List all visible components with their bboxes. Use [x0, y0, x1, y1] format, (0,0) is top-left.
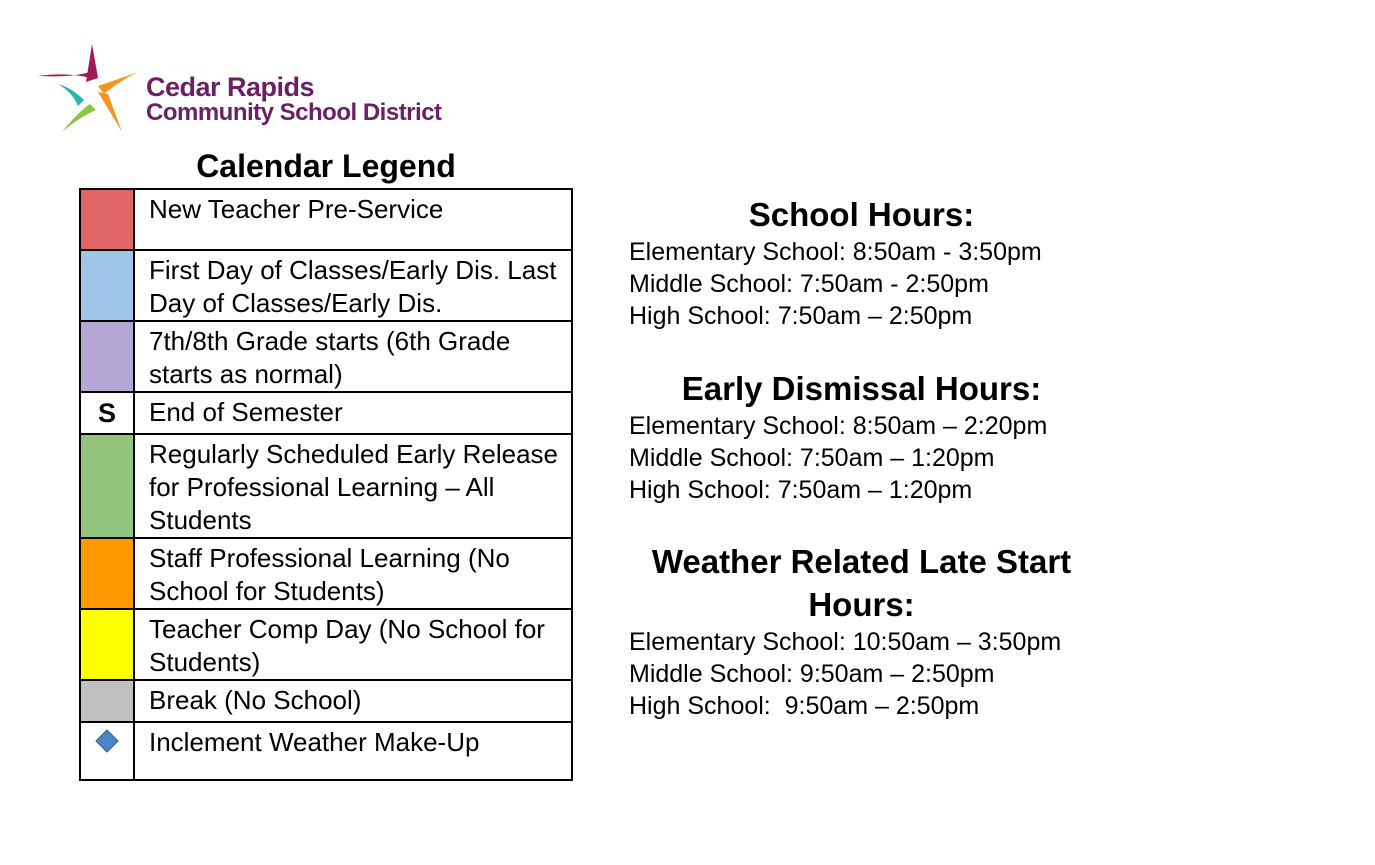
calendar-legend-table — [79, 188, 573, 781]
legend-label: Staff Professional Learning (No School for Students) — [134, 538, 572, 609]
star-magenta-ray — [38, 70, 94, 78]
diamond-icon — [95, 729, 119, 753]
star-orange-tip — [98, 92, 122, 132]
legend-swatch — [80, 434, 134, 538]
legend-swatch — [80, 680, 134, 722]
late-start-title: Weather Related Late Start Hours: — [651, 543, 1072, 623]
early-dismissal-line: Middle School: 7:50am – 1:20pm — [629, 444, 995, 472]
school-hours-title: School Hours: — [748, 196, 975, 233]
legend-label: Regularly Scheduled Early Release for Professional Learning – All Students — [134, 434, 572, 538]
school-hours-line: Middle School: 7:50am - 2:50pm — [629, 270, 989, 298]
legend-row — [80, 722, 572, 780]
legend-row — [80, 609, 572, 680]
legend-row — [80, 392, 572, 434]
legend-row — [80, 189, 572, 250]
star-magenta-tip — [86, 44, 98, 82]
early-dismissal-line: High School: 7:50am – 1:20pm — [629, 476, 973, 504]
legend-row — [80, 250, 572, 321]
late-start-section — [629, 540, 1094, 722]
legend-label: End of Semester — [134, 392, 572, 434]
legend-label: New Teacher Pre-Service — [134, 189, 572, 250]
star-orange-ray — [98, 72, 138, 94]
legend-label: 7th/8th Grade starts (6th Grade starts as normal) — [134, 321, 572, 392]
star-logo-icon — [38, 42, 140, 134]
logo-wordmark — [146, 72, 442, 126]
late-start-line: Middle School: 9:50am – 2:50pm — [629, 660, 995, 688]
legend-label: Teacher Comp Day (No School for Students) — [134, 609, 572, 680]
early-dismissal-title: Early Dismissal Hours: — [681, 370, 1042, 407]
legend-label: Inclement Weather Make-Up — [134, 722, 572, 780]
logo-line1: Cedar Rapids — [146, 72, 315, 102]
star-teal-ray — [58, 84, 84, 106]
legend-swatch — [80, 250, 134, 321]
semester-symbol: S — [97, 398, 116, 428]
legend-swatch — [80, 189, 134, 250]
legend-swatch — [80, 321, 134, 392]
logo-line2: Community School District — [146, 99, 442, 126]
late-start-line: High School: 9:50am – 2:50pm — [629, 692, 980, 720]
legend-label: First Day of Classes/Early Dis. Last Day of Classes/Early Dis. — [134, 250, 572, 321]
legend-row — [80, 434, 572, 538]
early-dismissal-line: Elementary School: 8:50am – 2:20pm — [629, 412, 1048, 440]
early-dismissal-section — [629, 367, 1094, 506]
school-hours-section — [629, 193, 1094, 332]
star-green-ray — [62, 104, 96, 132]
legend-swatch — [80, 392, 134, 434]
school-hours-line: High School: 7:50am – 2:50pm — [629, 302, 973, 330]
legend-swatch — [80, 538, 134, 609]
legend-row — [80, 321, 572, 392]
district-logo — [38, 42, 518, 134]
school-hours-line: Elementary School: 8:50am - 3:50pm — [629, 238, 1042, 266]
late-start-line: Elementary School: 10:50am – 3:50pm — [629, 628, 1062, 656]
legend-swatch — [80, 722, 134, 780]
legend-row — [80, 680, 572, 722]
legend-title: Calendar Legend — [196, 148, 456, 184]
legend-swatch — [80, 609, 134, 680]
legend-row — [80, 538, 572, 609]
legend-label: Break (No School) — [134, 680, 572, 722]
